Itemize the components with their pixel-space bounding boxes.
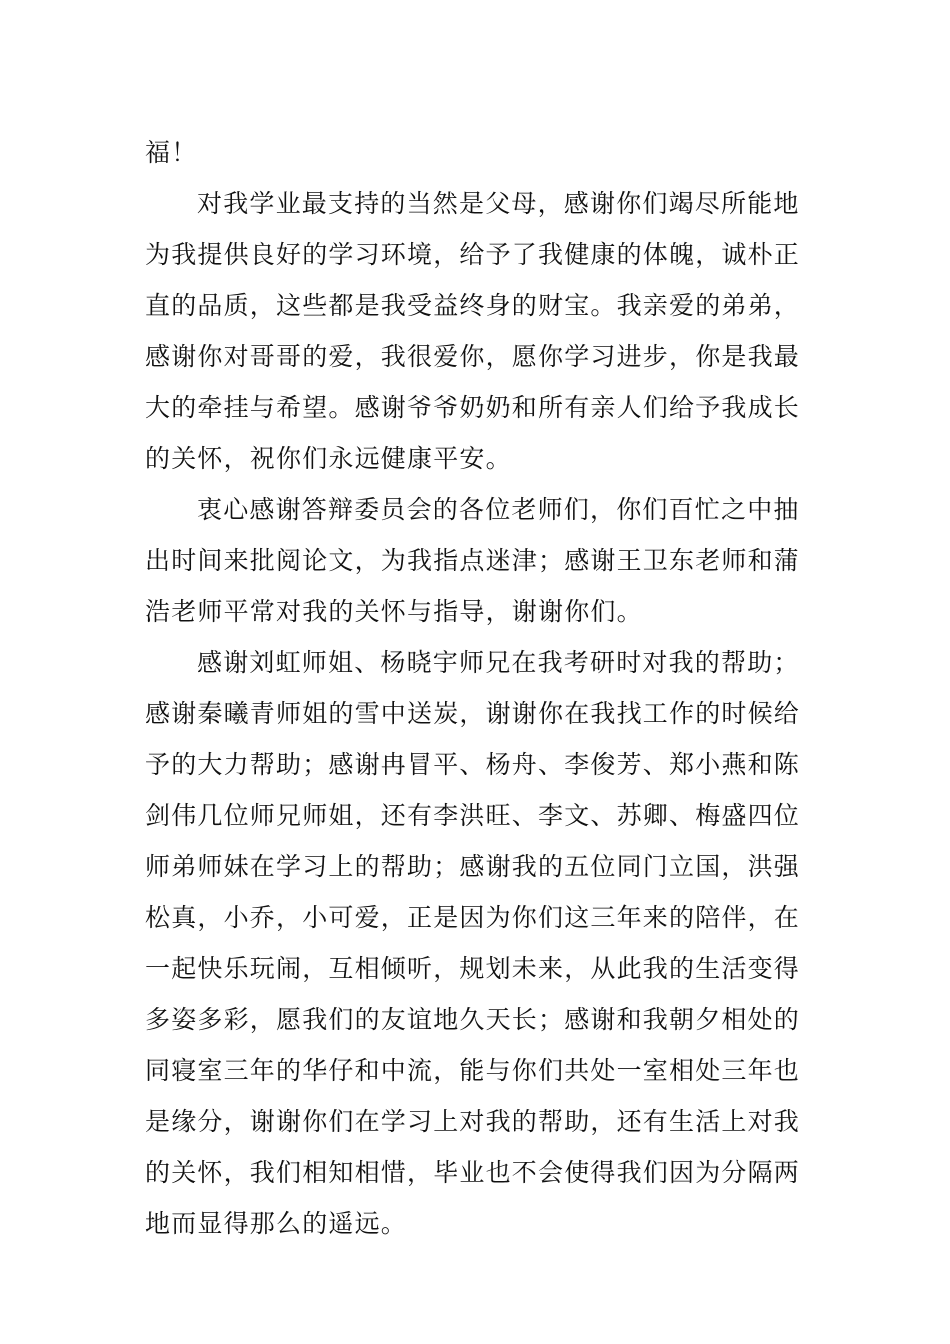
paragraph-first-line: 衷心感谢答辩委员会的各位老师们，你们百忙之中抽 (197, 495, 800, 524)
text-line: 为我提供良好的学习环境，给予了我健康的体魄，诚朴正 (145, 240, 801, 269)
text-line: 剑伟几位师兄师姐，还有李洪旺、李文、苏卿、梅盛四位 (145, 801, 801, 830)
text-line: 松真，小乔，小可爱，正是因为你们这三年来的陪伴，在 (145, 903, 801, 932)
text-line: 的关怀，祝你们永远健康平安。 (145, 444, 512, 473)
text-line: 直的品质，这些都是我受益终身的财宝。我亲爱的弟弟， (145, 291, 801, 320)
text-line: 予的大力帮助；感谢冉冒平、杨舟、李俊芳、郑小燕和陈 (145, 750, 801, 779)
text-line: 一起快乐玩闹，互相倾听，规划未来，从此我的生活变得 (145, 954, 801, 983)
text-line: 地而显得那么的遥远。 (145, 1209, 408, 1238)
text-line: 大的牵挂与希望。感谢爷爷奶奶和所有亲人们给予我成长 (145, 393, 801, 422)
text-line: 浩老师平常对我的关怀与指导，谢谢你们。 (145, 597, 643, 626)
text-line: 福！ (145, 138, 198, 167)
text-line: 师弟师妹在学习上的帮助；感谢我的五位同门立国，洪强 (145, 852, 801, 881)
text-line: 同寝室三年的华仔和中流，能与你们共处一室相处三年也 (145, 1056, 801, 1085)
text-line: 出时间来批阅论文，为我指点迷津；感谢王卫东老师和蒲 (145, 546, 801, 575)
text-line: 多姿多彩，愿我们的友谊地久天长；感谢和我朝夕相处的 (145, 1005, 801, 1034)
paragraph-first-line: 感谢刘虹师姐、杨晓宇师兄在我考研时对我的帮助； (197, 648, 800, 677)
body-text (145, 127, 810, 1249)
text-line: 是缘分，谢谢你们在学习上对我的帮助，还有生活上对我 (145, 1107, 801, 1136)
text-line: 感谢你对哥哥的爱，我很爱你，愿你学习进步，你是我最 (145, 342, 801, 371)
text-line: 感谢秦曦青师姐的雪中送炭，谢谢你在我找工作的时候给 (145, 699, 801, 728)
paragraph-first-line: 对我学业最支持的当然是父母，感谢你们竭尽所能地 (197, 189, 800, 218)
text-line: 的关怀，我们相知相惜，毕业也不会使得我们因为分隔两 (145, 1158, 801, 1187)
